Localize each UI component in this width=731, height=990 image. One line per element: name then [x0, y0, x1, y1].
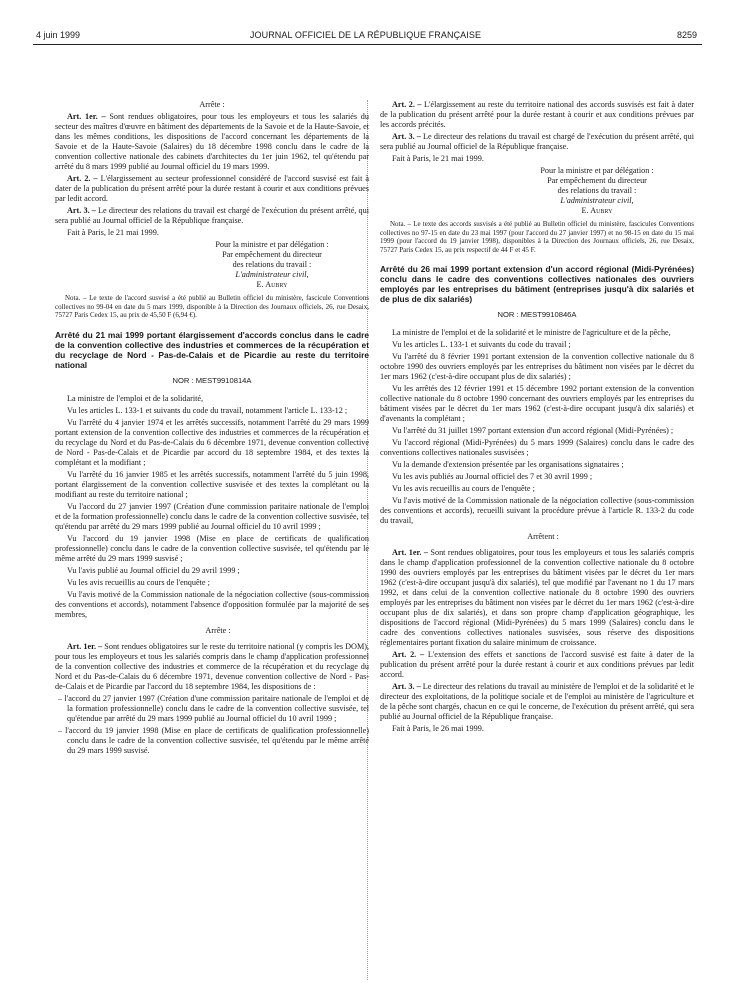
- nor-reference: NOR : MESТ9910814A: [172, 375, 252, 385]
- left-column: [55, 100, 369, 758]
- article-1: Art. 1er. – Sont rendues obligatoires sur le reste du territoire national (y compris les DOM), pour tous les employeurs et tous les salariés compris dans le champ d'application professionnel de la convention collective des industries et commerce de la récupération et du recyclage du Nord et du Pas-de-Calais du 6 décembre 1971, devenue convention collective de Nord - Pas-de-Calais et de Picardie par l'accord du 18 septembre 1984, les dispositions de :: [55, 641, 369, 691]
- decree-title: Arrêté du 26 mai 1999 portant extension d'un accord régional (Midi-Pyrénées) conclu dans le cadre des conventions collectives nationales des ouvriers employés par les entreprises du bâtiment (entreprises jusqu'à dix salariés et de plus de dix salariés): [380, 264, 694, 304]
- visa: Vu l'avis publié au Journal officiel du 29 avril 1999 ;: [67, 565, 240, 575]
- visa: Vu les avis recueillis au cours de l'enquête ;: [67, 577, 210, 587]
- fait-a-paris: Fait à Paris, le 21 mai 1999.: [67, 228, 159, 237]
- article-1: Art. 1er. – Sont rendues obligatoires, pour tous les employeurs et tous les salariés du secteur des maîtres d'œuvre en bâtiment des départements de la Savoie et de la Haute-Savoie, et dans les mêmes conditions, les dispositions de l'accord concernant les départements de la Savoie et de la Haute-Savoie (Salaires) du 18 décembre 1998 conclu dans le cadre de la convention collective nationale des cabinets d'architectes du 1er juin 1962, tel qu'étendu par arrêté du 8 mars 1999 publié au Journal officiel du 19 mars 1999.: [55, 112, 369, 171]
- visa: Vu les articles L. 133-1 et suivants du code du travail ;: [392, 340, 571, 349]
- article-3: Art. 3. – Le directeur des relations du travail est chargé de l'exécution du présent arrêté, qui sera publié au Journal officiel de la République française.: [380, 132, 694, 151]
- visa: Vu l'avis motivé de la Commission nationale de la négociation collective (sous-commission des conventions et accords), recueilli suivant la procédure prévue à l'article R. 133-2 du code du travail,: [380, 496, 694, 525]
- header-title: JOURNAL OFFICIEL DE LA RÉPUBLIQUE FRANÇAISE: [249, 30, 482, 40]
- preamble: La ministre de l'emploi et de la solidarité,: [67, 393, 204, 403]
- nota: Nota. – Le texte de l'accord susvisé a été publié au Bulletin officiel du ministère, fascicule Conventions collectives no 99-04 en date du 5 mars 1999, disponible à la Direction des Journaux officiels, 26, rue Desaix, 75727 Paris Cedex 15, au prix de 45,50 F (6,94 €).: [55, 294, 369, 319]
- list-item: – l'accord du 19 janvier 1998 (Mise en place de certificats de qualification professionnelle) conclu dans le cadre de la convention collective susvisée, tel qu'étendu par le même arrêté du 29 mars 1999 susvisé.: [58, 725, 369, 755]
- preamble: La ministre de l'emploi et de la solidarité et le ministre de l'agriculture et de la pêche,: [392, 328, 671, 337]
- visa: Vu les avis publiés au Journal officiel des 7 et 30 avril 1999 ;: [392, 472, 593, 481]
- arrete-heading: Arrête :: [199, 100, 225, 109]
- visa: Vu l'accord du 27 janvier 1997 (Création d'une commission paritaire nationale de l'emploi et de la formation professionnelle) conclu dans le cadre de la convention collective susvisée, tel qu'étendu par arrêté du 29 mars 1999 publié au Journal officiel du 10 avril 1999 ;: [55, 501, 369, 531]
- signature-block: Pour la ministre et par délégation : Par empêchement du directeur des relations du travail : L'administrateur civil, E. Aubry: [215, 240, 329, 289]
- visa: Vu l'accord du 19 janvier 1998 (Mise en place de certificats de qualification professionnelle) conclu dans le cadre de la convention collective susvisée, tel qu'étendu par le même arrêté du 29 mars 1999 susvisé ;: [55, 533, 369, 563]
- fait-a-paris: Fait à Paris, le 26 mai 1999.: [392, 724, 484, 733]
- header-rule: [33, 44, 702, 45]
- arrete-heading: Arrête :: [205, 625, 231, 635]
- nor-reference: NOR : MEST9910846A: [497, 310, 577, 319]
- visa: Vu les avis recueillis au cours de l'enquête ;: [392, 484, 535, 493]
- visa: Vu les articles L. 133-1 et suivants du code du travail, notamment l'article L. 133-12 ;: [67, 405, 348, 415]
- right-column: [380, 100, 694, 736]
- visa: Vu l'arrêté du 31 juillet 1997 portant extension d'un accord régional (Midi-Pyrénées) ;: [392, 426, 674, 435]
- list-item: – l'accord du 27 janvier 1997 (Création d'une commission paritaire nationale de l'emploi et de la formation professionnelle) conclu dans le cadre de la convention collective susvisée, tel qu'étendue par arrêté du 29 mars 1999 publié au Journal officiel du 10 avril 1999 ;: [58, 693, 369, 723]
- article-2: Art. 2. – L'élargissement au secteur professionnel considéré de l'accord susvisé est fait à dater de la publication du présent arrêté pour la durée restant à courir et aux conditions prévues par ledit accord.: [55, 174, 370, 203]
- visa: Vu l'arrêté du 16 janvier 1985 et les arrêtés successifs, notamment l'arrêté du 5 juin 1998, portant élargissement de la convention collective susvisée et des textes la complétant ou la modifiant au reste du territoire national ;: [55, 469, 369, 499]
- article-2: Art. 2. – L'extension des effets et sanctions de l'accord susvisé est faite à dater de la publication du présent arrêté pour la durée restant à courir et aux conditions prévues par ledit accord.: [380, 650, 695, 679]
- header-date: 4 juin 1999: [36, 30, 81, 40]
- visa: Vu l'arrêté du 4 janvier 1974 et les arrêtés successifs, notamment l'arrêté du 29 mars 1999 portant extension de la convention collective des industries et commerces de la récupération et du recyclage du Nord et du Pas-de-Calais du 6 décembre 1971, devenue convention collective de Nord - Pas-de-Calais et de Picardie par accord du 18 septembre 1984, et des textes la complétant et la modifiant ;: [55, 417, 369, 467]
- arretent-heading: Arrêtent :: [527, 532, 559, 541]
- header-page-number: 8259: [676, 30, 697, 40]
- fait-a-paris: Fait à Paris, le 21 mai 1999.: [392, 154, 484, 163]
- article-2: Art. 2. – L'élargissement au reste du territoire national des accords susvisés est fait à dater de la publication du présent arrêté pour la durée restant à courir et aux conditions prévues par les accords précités.: [380, 100, 694, 129]
- nota: Nota. – Le texte des accords susvisés a été publié au Bulletin officiel du ministère, fascicules Conventions collectives no 97-15 en date du 23 mai 1997 (pour l'accord du 27 janvier 1997) et no 98-15 en date du 15 mai 1999 (pour l'accord du 19 janvier 1998), disponibles à la Direction des Journaux officiels, 26, rue Desaix, 75727 Paris Cedex 15, au prix respectif de 44 F et 45 F.: [380, 220, 694, 254]
- visa: Vu les arrêtés des 12 février 1991 et 15 décembre 1992 portant extension de la convention collective nationale du 8 octobre 1990 concernant des ouvriers employés par les entreprises du bâtiment visées par le décret du 1er mars 1962 (c'est-à-dire occupant jusqu'à dix salariés) et d'avenants la complétant ;: [380, 384, 694, 423]
- article-1: Art. 1er. – Sont rendues obligatoires, pour tous les employeurs et tous les salariés compris dans le champ d'application professionnel de la convention collective nationale du 8 octobre 1990 des ouvriers employés par les entreprises du bâtiment visées par le décret du 1er mars 1962 (c'est-à-dire occupant jusqu'à dix salariés), tel que modifié par l'avenant no 1 du 17 mars 1992, et dans celui de la convention collective nationale du 8 octobre 1990 des ouvriers employés par les entreprises du bâtiment non visées par le décret du 1er mars 1962 (c'est-à-dire occupant plus de dix salariés), et dans son propre champ d'application géographique, les dispositions de l'accord régional (Midi-Pyrénées) du 5 mars 1999 (Salaires) conclu dans le cadre des conventions collectives nationales susvisées, sous réserve des dispositions réglementaires portant fixation du salaire minimum de croissance.: [380, 548, 695, 647]
- visa: Vu la demande d'extension présentée par les organisations signataires ;: [392, 460, 624, 469]
- page-header: [0, 0, 731, 40]
- article-3: Art. 3. – Le directeur des relations du travail au ministère de l'emploi et de la solidarité et le directeur des exploitations, de la politique sociale et de l'emploi au ministère de l'agriculture et de la pêche sont chargés, chacun en ce qui le concerne, de l'exécution du présent arrêté, qui sera publié au Journal officiel de la République française.: [380, 682, 694, 721]
- visa: Vu l'accord régional (Midi-Pyrénées) du 5 mars 1999 (Salaires) conclu dans le cadre des conventions collectives nationales susvisées ;: [380, 438, 694, 457]
- decree-title: Arrêté du 21 mai 1999 portant élargissement d'accords conclus dans le cadre de la convention collective des industries et commerces de la récupération et du recyclage de Nord - Pas-de-Calais et de Picardie au reste du territoire national: [55, 329, 369, 370]
- visa: Vu l'avis motivé de la Commission nationale de la négociation collective (sous-commission des conventions et accords), notamment l'absence d'opposition formulée par la majorité de ses membres,: [55, 589, 369, 619]
- visa: Vu l'arrêté du 8 février 1991 portant extension de la convention collective nationale du 8 octobre 1990 des ouvriers employés par les entreprises du bâtiment non visées par le décret du 1er mars 1962 (c'est-à-dire occupant plus de dix salariés) ;: [380, 352, 694, 381]
- article-3: Art. 3. – Le directeur des relations du travail est chargé de l'exécution du présent arrêté, qui sera publié au Journal officiel de la République française.: [55, 206, 369, 225]
- signature-block: Pour la ministre et par délégation : Par empêchement du directeur des relations du travail : L'administrateur civil, E. Aubry: [540, 166, 654, 215]
